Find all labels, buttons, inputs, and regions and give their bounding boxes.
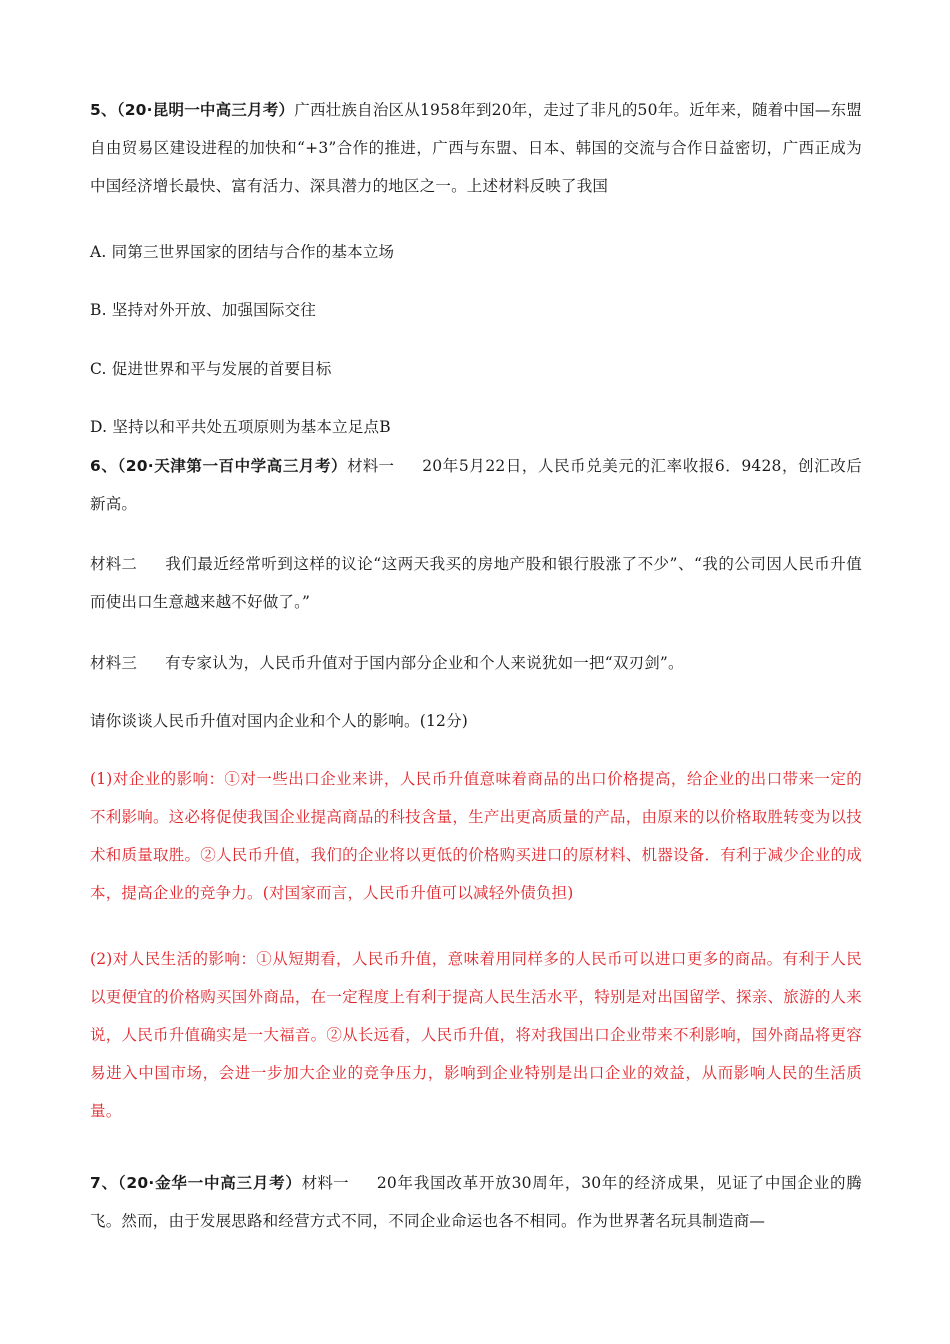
question-6-answer-part2: (2)对人民生活的影响：①从短期看，人民币升值，意味着用同样多的人民币可以进口更多的商品。有利于人民以更便宜的价格购买国外商品，在一定程度上有利于提高人民生活水平，特别是对出国留学、探亲、旅游的人来说，人民币升值确实是一大福音。②从长远看，人民币升值，将对我国出口企业带来不利影响，国外商品将更容易进入中国市场，会进一步加大企业的竞争压力，影响到企业特别是出口企业的效益，从而影响人民的生活质量。 [90,950,862,1120]
question-6-material2 [90,545,862,621]
question-5-option-c: C. 促进世界和平与发展的首要目标 [90,360,332,378]
question-7-number: 7、 [90,1174,118,1192]
question-7-source: （20·金华一中高三月考） [117,1174,302,1192]
question-6-number: 6、 [90,457,118,475]
question-6-source: （20·天津第一百中学高三月考） [117,457,348,475]
question-5-option-d: D. 坚持以和平共处五项原则为基本立足点B [90,418,391,436]
question-6-material2-label: 材料二 [90,555,138,573]
question-5-option-b: B. 坚持对外开放、加强国际交往 [90,301,316,319]
question-5-text: 广西壮族自治区从1958年到20年，走过了非凡的50年。近年来，随着中国—东盟自由贸易区建设进程的加快和“+3”合作的推进，广西与东盟、日本、韩国的交流与合作日益密切，广西正成为中国经济增长最快、富有活力、深具潜力的地区之一。上述材料反映了我国 [90,101,863,195]
question-5-number: 5、 [90,101,117,119]
question-7-stem [90,1164,862,1240]
question-7-material1-label: 材料一 [301,1174,349,1192]
question-6-material1-text: 20年5月22日，人民币兑美元的汇率收报6．9428，创汇改后新高。 [90,457,862,513]
question-6-material3 [90,644,862,682]
question-7-material1-text: 20年我国改革开放30周年，30年的经济成果，见证了中国企业的腾飞。然而，由于发展思路和经营方式不同，不同企业命运也各不相同。作为世界著名玩具制造商— [90,1174,863,1230]
question-6-stem [90,447,862,523]
question-5-stem [90,91,862,205]
question-6-material3-label: 材料三 [90,654,138,672]
question-6-material3-text: 有专家认为，人民币升值对于国内部分企业和个人来说犹如一把“双刃剑”。 [165,654,684,672]
question-6-material2-text: 我们最近经常听到这样的议论“这两天我买的房地产股和银行股涨了不少”、“我的公司因人民币升值而使出口生意越来越不好做了。” [90,555,862,611]
question-6-prompt: 请你谈谈人民币升值对国内企业和个人的影响。(12分) [90,712,469,730]
question-6-answer-part1: (1)对企业的影响：①对一些出口企业来讲，人民币升值意味着商品的出口价格提高，给企业的出口带来一定的不利影响。这必将促使我国企业提高商品的科技含量，生产出更高质量的产品，由原来的以价格取胜转变为以技术和质量取胜。②人民币升值，我们的企业将以更低的价格购买进口的原材料、机器设备．有利于减少企业的成本，提高企业的竞争力。(对国家而言，人民币升值可以减轻外债负担) [90,770,862,902]
question-5-source: （20·昆明一中高三月考） [116,101,295,119]
question-6-material1-label: 材料一 [347,457,395,475]
question-5-option-a: A. 同第三世界国家的团结与合作的基本立场 [90,243,395,261]
